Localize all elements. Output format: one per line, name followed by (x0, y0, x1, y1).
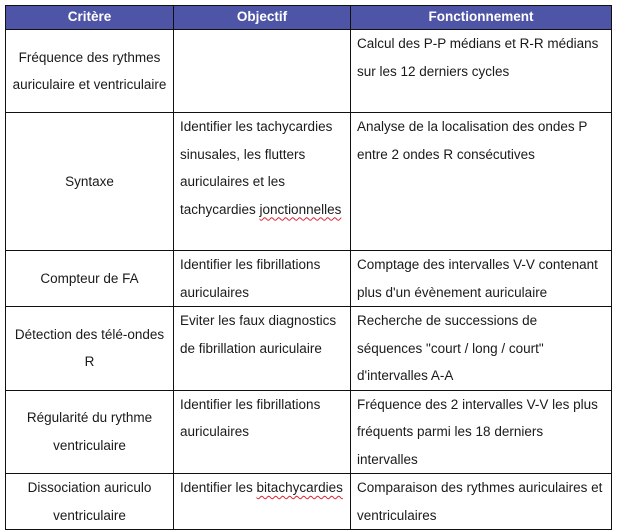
spellcheck-flagged-word: bitachycardies (256, 480, 343, 495)
critere-cell: Régularité du rythme ventriculaire (6, 390, 174, 474)
critere-cell: Compteur de FA (6, 251, 174, 307)
objectif-cell: Eviter les faux diagnostics de fibrillation auriculaire (174, 307, 351, 391)
criteria-table (5, 5, 612, 530)
objectif-text: Identifier les tachycardies sinusales, les flutters auriculaires et les tachycardies (180, 119, 333, 217)
critere-cell: Détection des télé-ondes R (6, 307, 174, 391)
objectif-cell (174, 30, 351, 113)
header-fonctionnement: Fonctionnement (351, 6, 612, 30)
spellcheck-flagged-word: jonctionnelles (259, 201, 342, 217)
table-row (6, 30, 612, 113)
objectif-text: Identifier les (180, 480, 257, 495)
fonctionnement-cell: Fréquence des 2 intervalles V-V les plus fréquents parmi les 18 derniers intervalles (351, 390, 612, 474)
objectif-cell (174, 113, 351, 251)
table-row (6, 390, 612, 474)
table-row (6, 251, 612, 307)
critere-cell: Syntaxe (6, 113, 174, 251)
objectif-cell: Identifier les fibrillations auriculaires (174, 390, 351, 474)
header-objectif: Objectif (174, 6, 351, 30)
header-critere: Critère (6, 6, 174, 30)
table-row (6, 474, 612, 530)
fonctionnement-cell: Comptage des intervalles V-V contenant plus d'un évènement auriculaire (351, 251, 612, 307)
critere-cell: Dissociation auriculo ventriculaire (6, 474, 174, 530)
objectif-cell (174, 474, 351, 530)
fonctionnement-cell: Calcul des P-P médians et R-R médians sur les 12 derniers cycles (351, 30, 612, 113)
fonctionnement-cell: Comparaison des rythmes auriculaires et ventriculaires (351, 474, 612, 530)
fonctionnement-cell: Recherche de successions de séquences "court / long / court" d'intervalles A-A (351, 307, 612, 391)
header-row (6, 6, 612, 30)
objectif-cell: Identifier les fibrillations auriculaires (174, 251, 351, 307)
critere-cell: Fréquence des rythmes auriculaire et ventriculaire (6, 30, 174, 113)
fonctionnement-cell: Analyse de la localisation des ondes P entre 2 ondes R consécutives (351, 113, 612, 251)
table-row (6, 113, 612, 251)
table-row (6, 307, 612, 391)
